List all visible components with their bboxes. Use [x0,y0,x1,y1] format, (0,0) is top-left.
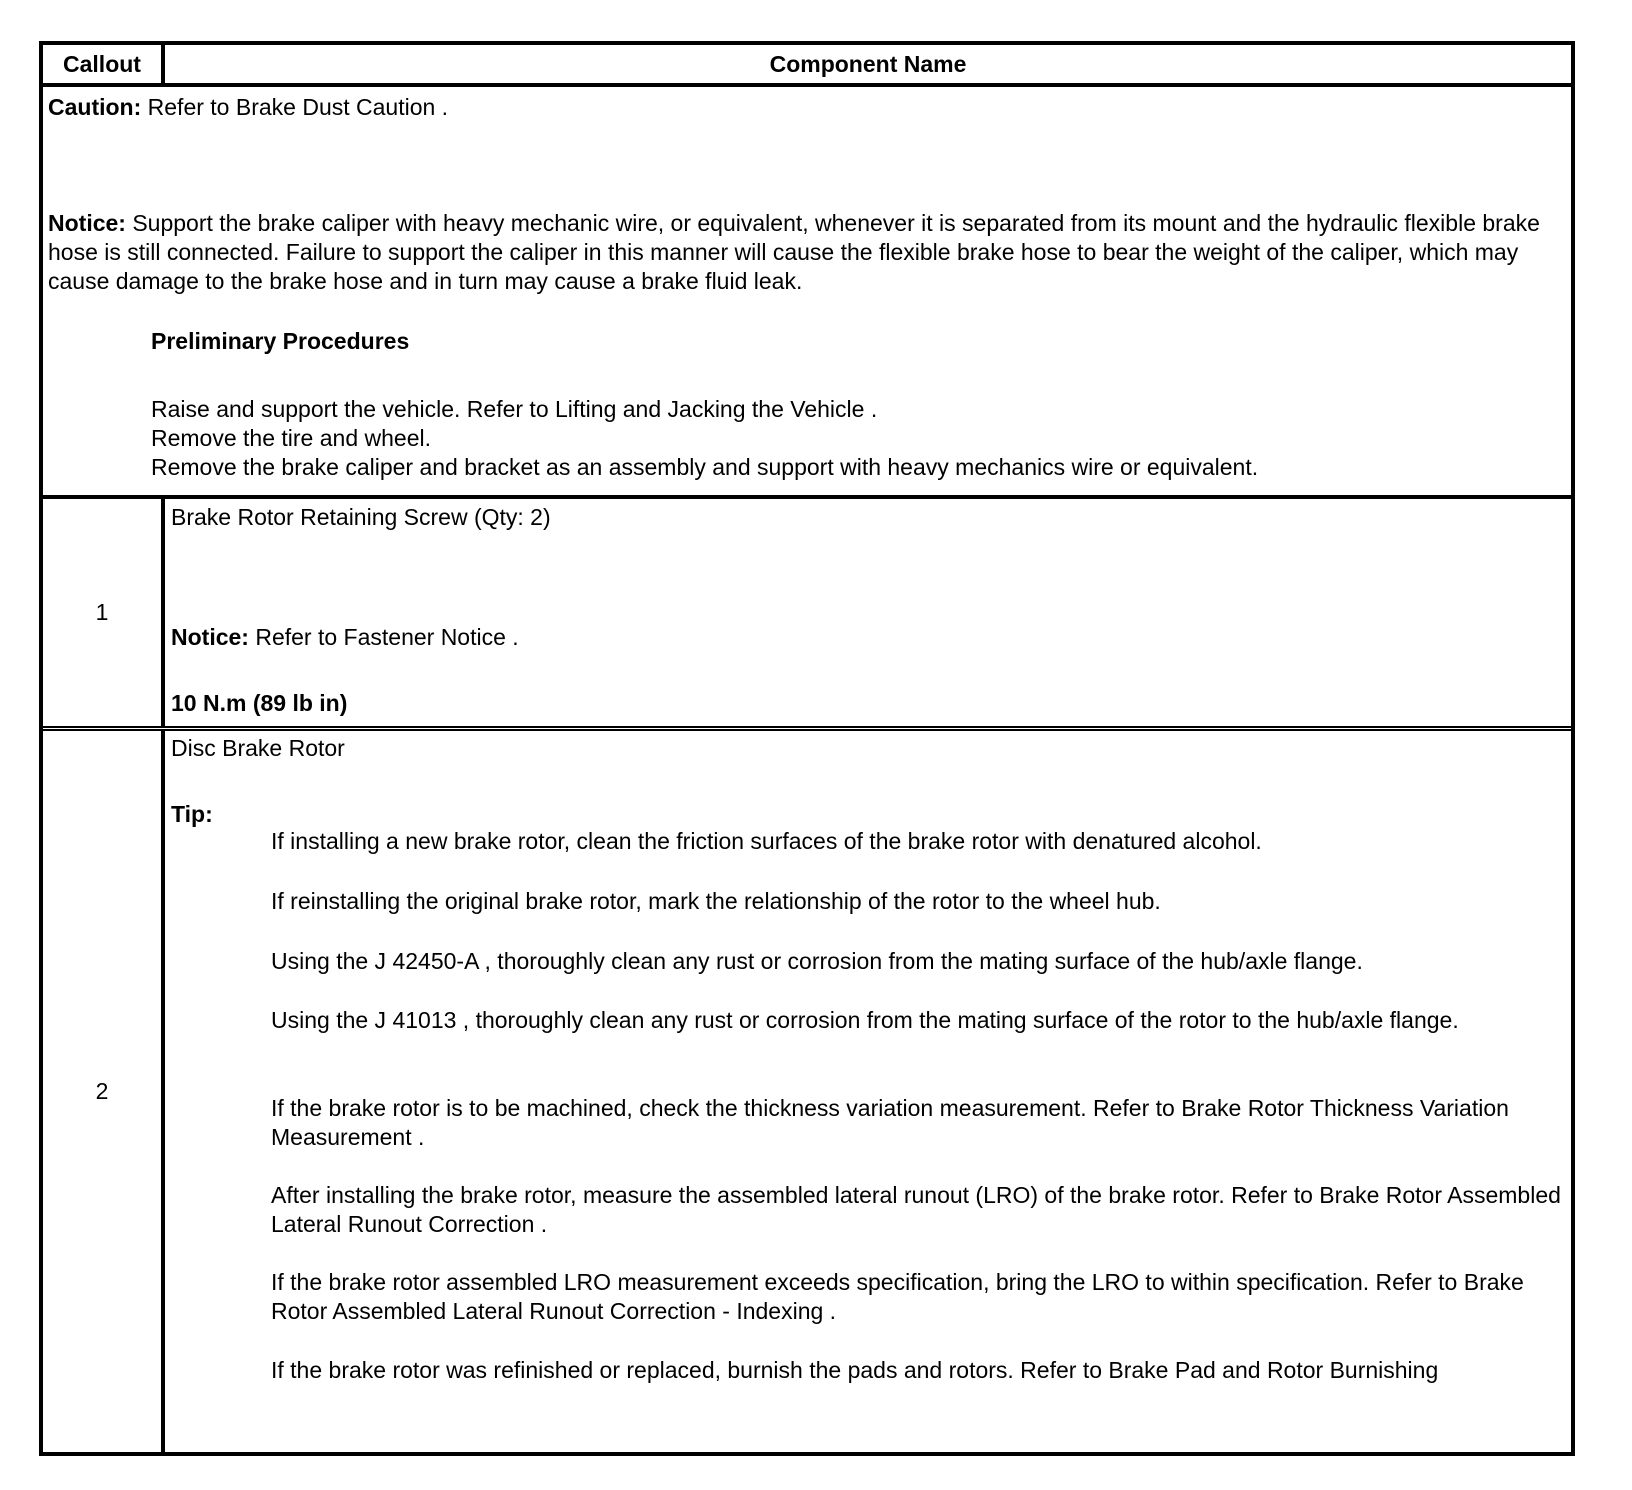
tip-item: If the brake rotor is to be machined, check the thickness variation measurement. Refer to Brake Rotor Thickness Variation Measurement . [271,1095,1509,1150]
component-cell [165,499,1571,726]
tip-item: Using the J 41013 , thoroughly clean any rust or corrosion from the mating surface of the rotor to the hub/axle flange. [271,1007,1459,1033]
preliminary-step: Remove the brake caliper and bracket as an assembly and support with heavy mechanics wire or equivalent. [151,454,1259,480]
preliminary-steps [151,395,1258,482]
caution-note [48,93,448,122]
tip-item: If the brake rotor was refinished or replaced, burnish the pads and rotors. Refer to Brake Pad and Rotor Burnishing [271,1357,1439,1383]
table-header [43,45,1571,87]
notice-label: Notice: [48,210,126,236]
caution-text: Refer to Brake Dust Caution . [141,94,449,120]
tip-item: If installing a new brake rotor, clean the friction surfaces of the brake rotor with denatured alcohol. [271,828,1262,854]
fastener-notice [171,623,519,652]
preliminary-step: Remove the tire and wheel. [151,425,431,451]
callout-number: 1 [43,499,165,726]
procedure-table [39,41,1575,1456]
component-name: Disc Brake Rotor [171,735,345,761]
tip-item: If the brake rotor assembled LRO measurement exceeds specification, bring the LRO to within specification. Refer to Brake Rotor Assembled Lateral Runout Correction - Indexing . [271,1269,1524,1324]
preliminary-step: Raise and support the vehicle. Refer to Lifting and Jacking the Vehicle . [151,396,878,422]
table-row [43,731,1571,1452]
notice-note [48,209,1567,296]
notice-text: Support the brake caliper with heavy mechanic wire, or equivalent, whenever it is separated from its mount and the hydraulic flexible brake hose is still connected. Failure to support the caliper in this manner will cause the flexible brake hose to bear the weight of the caliper, which may cause damage to the brake hose and in turn may cause a brake fluid leak. [48,210,1540,294]
intro-section [43,87,1571,499]
header-component-name: Component Name [769,50,967,77]
callout-number: 2 [43,731,165,1452]
tip-item: Using the J 42450-A , thoroughly clean any rust or corrosion from the mating surface of the hub/axle flange. [271,948,1363,974]
tip-item: After installing the brake rotor, measure the assembled lateral runout (LRO) of the brake rotor. Refer to Brake Rotor Assembled Lateral Runout Correction . [271,1182,1561,1237]
notice-label: Notice: [171,624,249,650]
notice-text: Refer to Fastener Notice . [248,624,519,650]
caution-label: Caution: [48,94,142,120]
tip-item: If reinstalling the original brake rotor, mark the relationship of the rotor to the wheel hub. [271,888,1161,914]
component-cell [165,731,1571,1452]
header-callout: Callout [43,45,165,83]
torque-spec: 10 N.m (89 lb in) [171,690,348,716]
table-row [43,499,1571,731]
tip-label: Tip: [171,801,213,827]
preliminary-heading: Preliminary Procedures [151,328,410,354]
component-name: Brake Rotor Retaining Screw (Qty: 2) [171,504,551,530]
